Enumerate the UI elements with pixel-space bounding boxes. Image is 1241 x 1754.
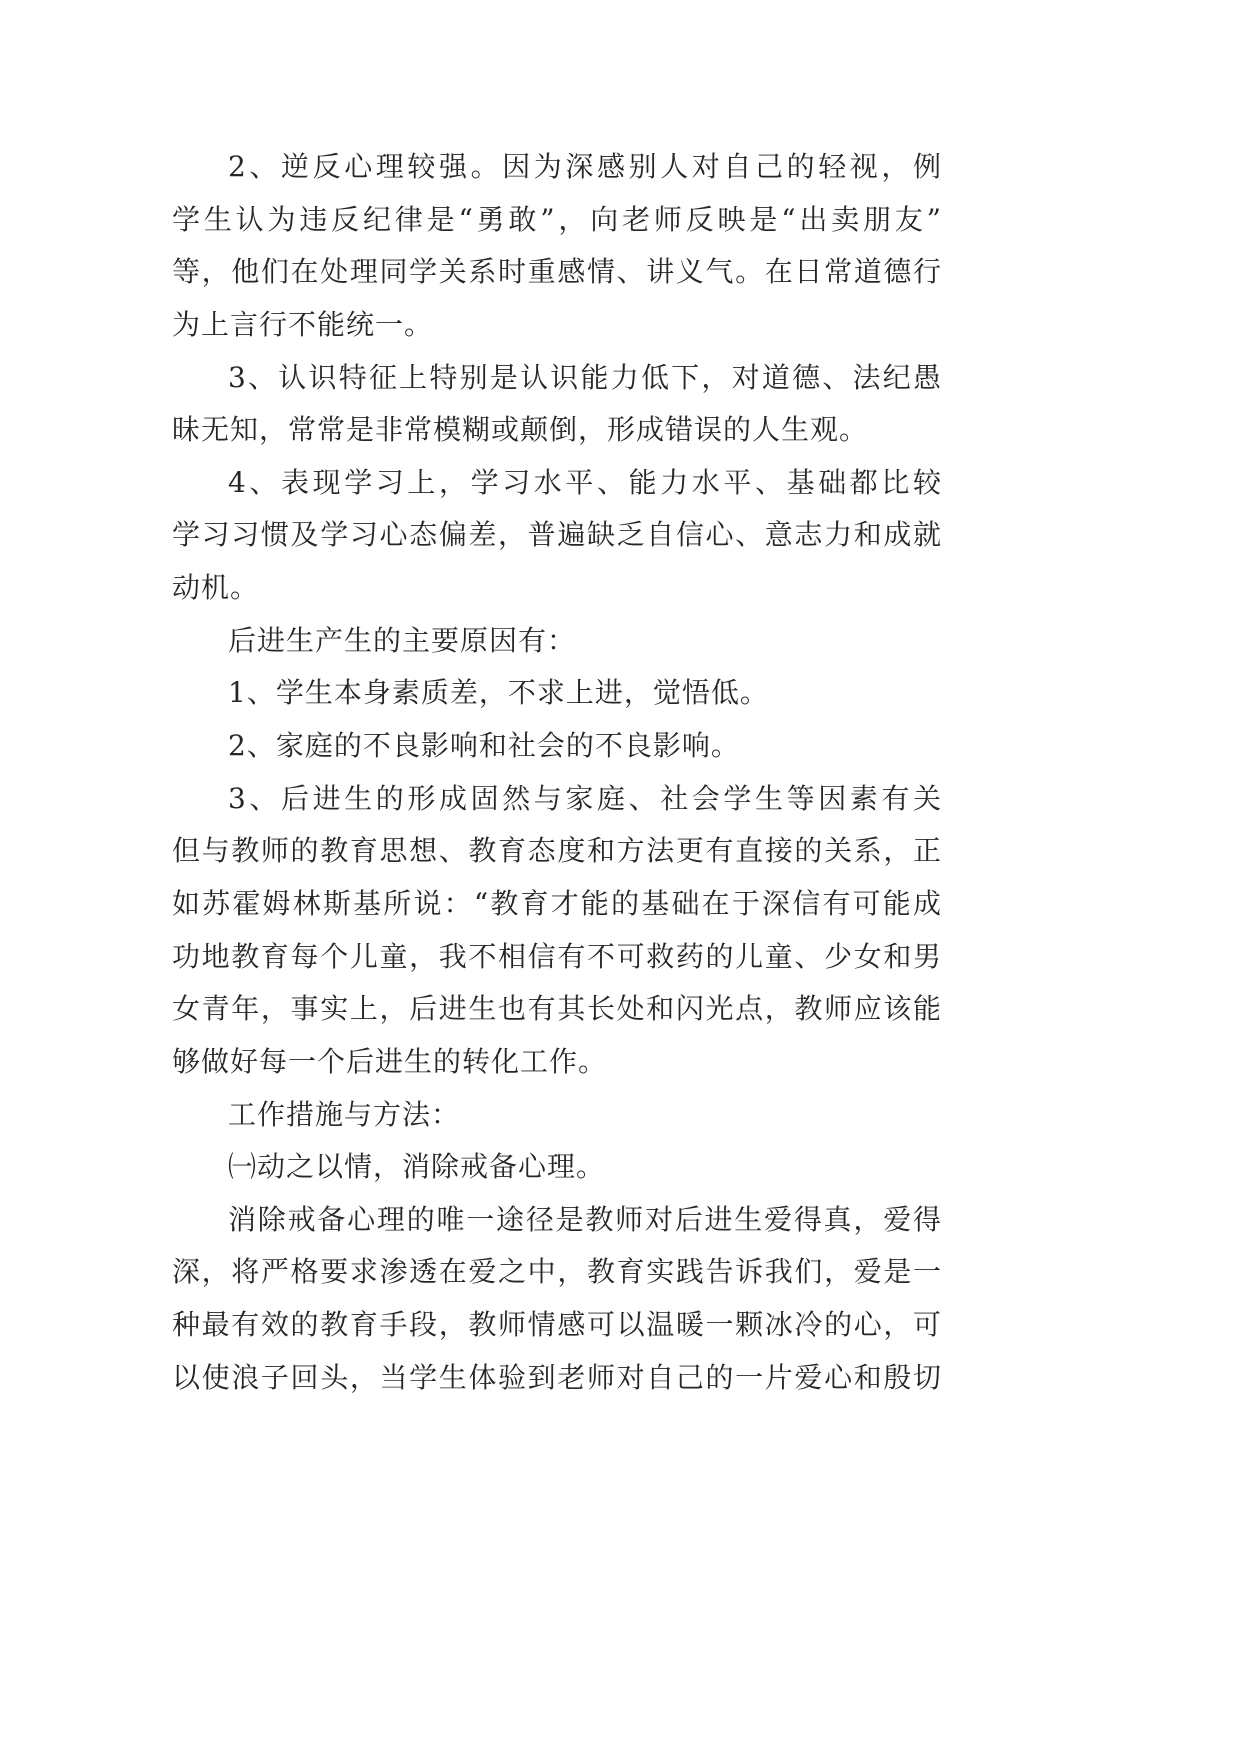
text-line: 如苏霍姆林斯基所说：“教育才能的基础在于深信有可能成 xyxy=(172,886,942,920)
text-line: 为上言行不能统一。 xyxy=(172,307,434,341)
paragraph xyxy=(172,1194,942,1405)
text-line: 深，将严格要求渗透在爱之中，教育实践告诉我们，爱是一 xyxy=(172,1255,942,1289)
text-line: 后进生产生的主要原因有： xyxy=(228,623,577,657)
paragraph xyxy=(172,352,942,457)
paragraph xyxy=(172,667,942,720)
text-line: 2、家庭的不良影响和社会的不良影响。 xyxy=(228,729,740,763)
text-line: 功地教育每个儿童，我不相信有不可救药的儿童、少女和男 xyxy=(172,939,942,973)
text-line: 学生认为违反纪律是“勇敢”，向老师反映是“出卖朋友” xyxy=(172,202,942,236)
paragraph xyxy=(172,773,942,1089)
text-line: 等，他们在处理同学关系时重感情、讲义气。在日常道德行 xyxy=(172,255,942,289)
paragraph xyxy=(172,615,942,668)
text-line: 3、认识特征上特别是认识能力低下，对道德、法纪愚 xyxy=(228,360,942,394)
paragraph xyxy=(172,720,942,773)
text-line: 工作措施与方法： xyxy=(228,1097,461,1131)
text-line: ㈠动之以情，消除戒备心理。 xyxy=(228,1150,606,1184)
paragraph xyxy=(172,457,942,615)
text-line: 1、学生本身素质差，不求上进，觉悟低。 xyxy=(228,676,769,710)
text-line: 4、表现学习上，学习水平、能力水平、基础都比较 xyxy=(228,465,942,499)
text-line: 昧无知，常常是非常模糊或颠倒，形成错误的人生观。 xyxy=(172,413,869,447)
text-line: 够做好每一个后进生的转化工作。 xyxy=(172,1044,608,1078)
text-line: 学习习惯及学习心态偏差，普遍缺乏自信心、意志力和成就 xyxy=(172,518,942,552)
text-line: 动机。 xyxy=(172,571,260,605)
text-line: 3、后进生的形成固然与家庭、社会学生等因素有关 xyxy=(228,781,942,815)
paragraph xyxy=(172,141,942,352)
text-line: 2、逆反心理较强。因为深感别人对自己的轻视，例 xyxy=(228,150,942,183)
text-line: 但与教师的教育思想、教育态度和方法更有直接的关系，正 xyxy=(172,834,942,868)
body-text xyxy=(172,141,942,1404)
text-line: 女青年，事实上，后进生也有其长处和闪光点，教师应该能 xyxy=(172,992,942,1026)
paragraph xyxy=(172,1141,942,1194)
text-line: 种最有效的教育手段，教师情感可以温暖一颗冰冷的心，可 xyxy=(172,1308,942,1342)
text-line: 以使浪子回头，当学生体验到老师对自己的一片爱心和殷切 xyxy=(172,1360,942,1394)
text-line: 消除戒备心理的唯一途径是教师对后进生爱得真，爱得 xyxy=(228,1202,942,1236)
paragraph xyxy=(172,1089,942,1142)
